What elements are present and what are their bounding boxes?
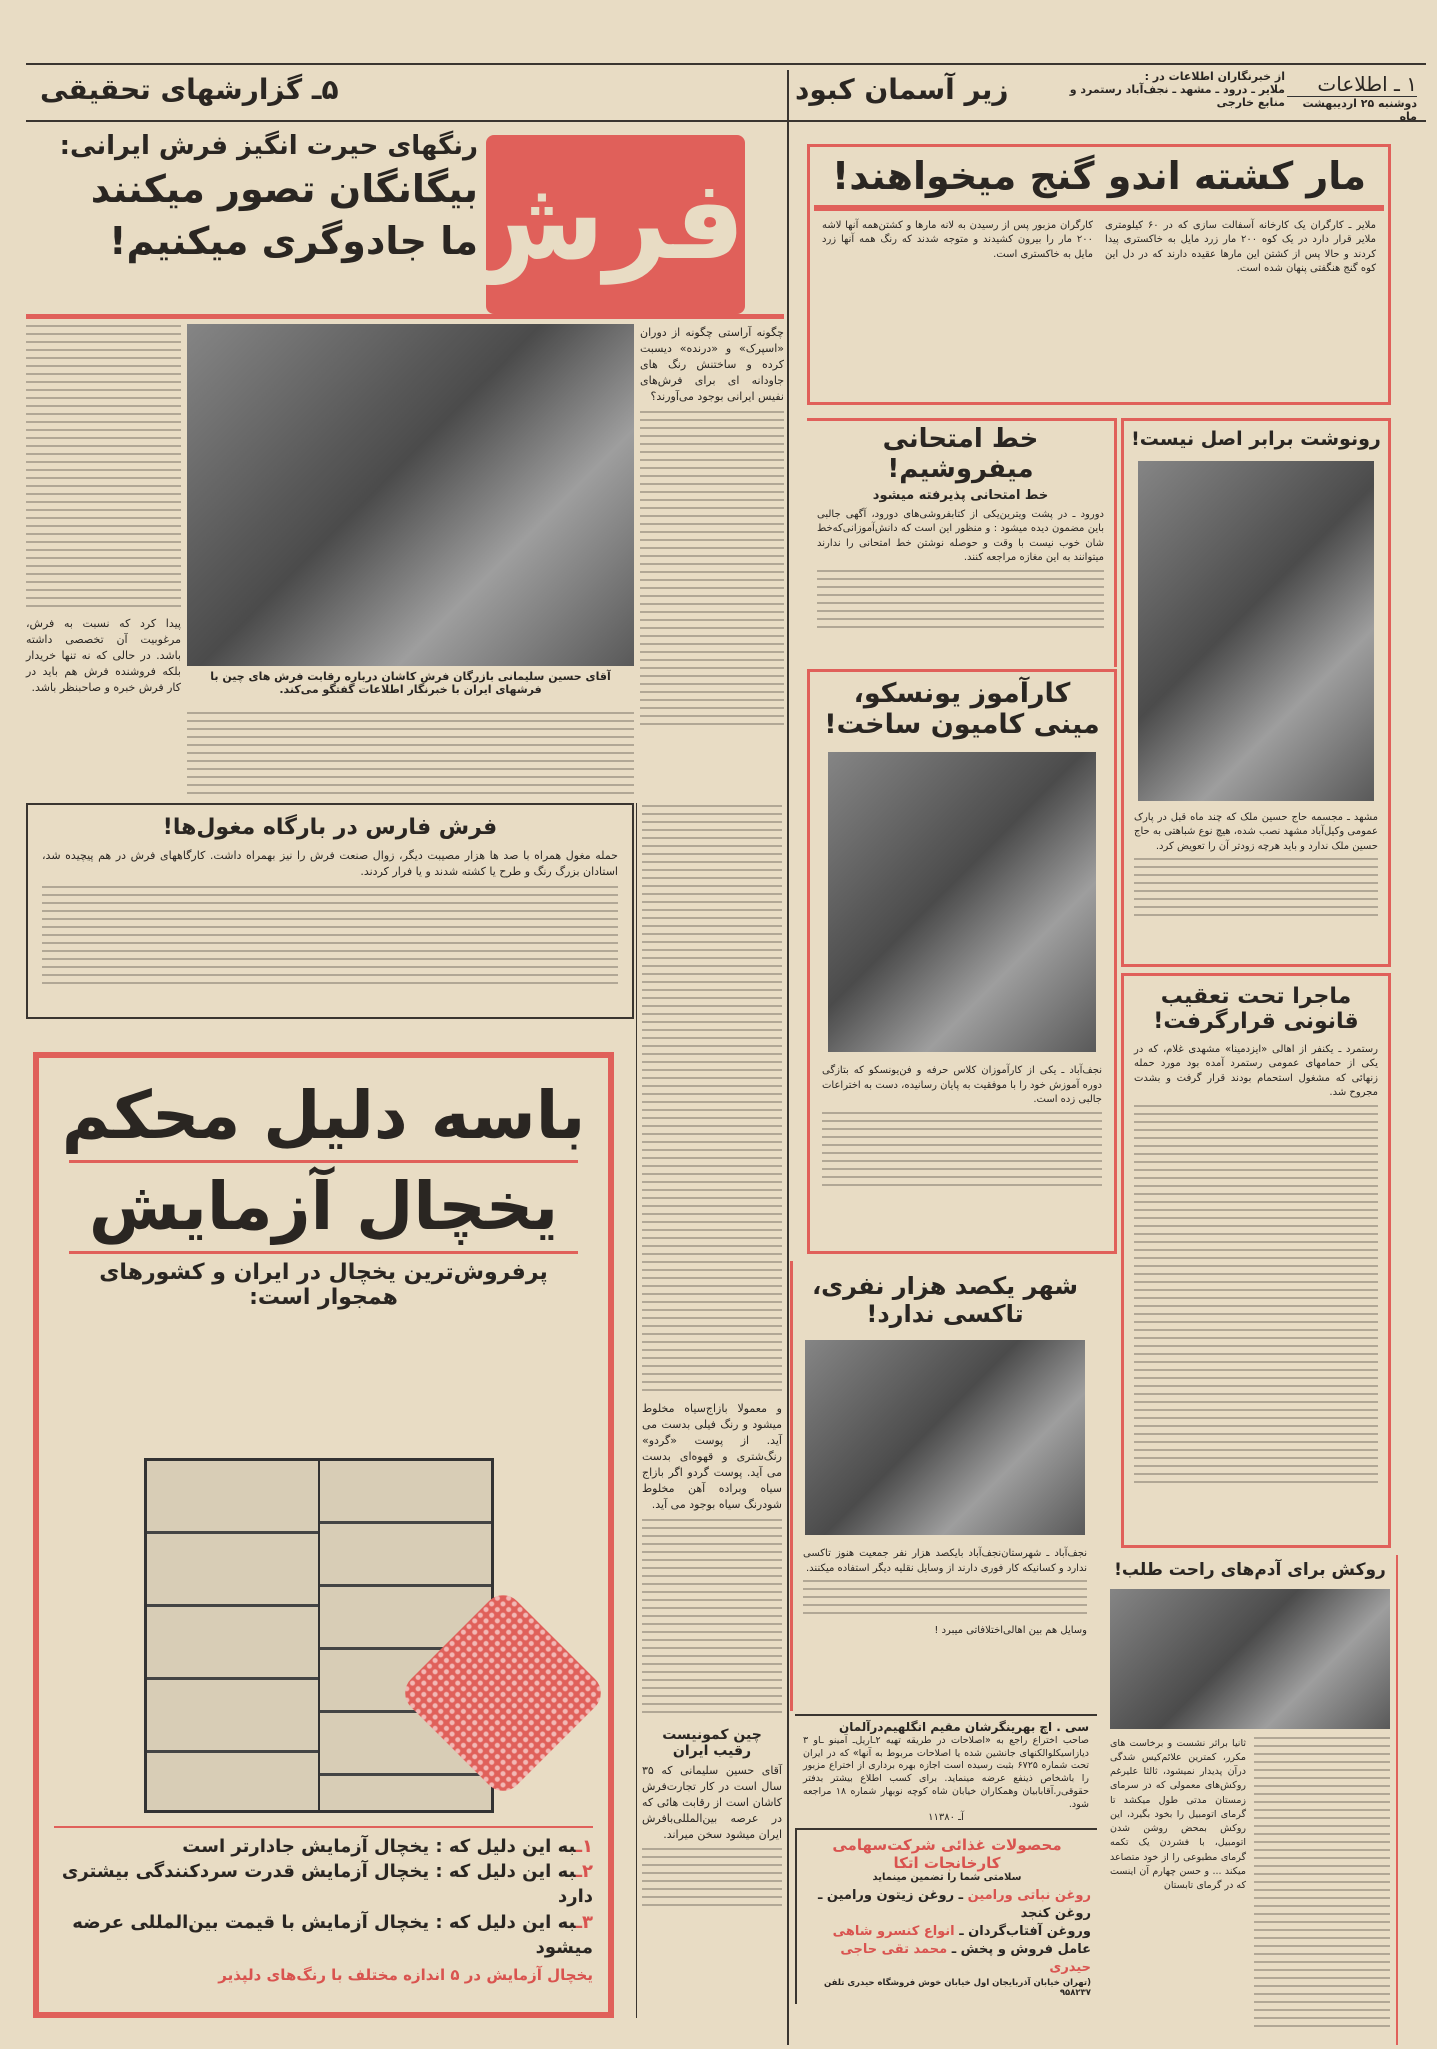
snakes-headline: مار کشته اندو گنج میخواهند! (831, 154, 1367, 198)
dyes-body-texture (642, 1519, 782, 1719)
dyes-body-texture (642, 805, 782, 1395)
handwriting-body: دورود ـ در پشت ویترین‌یکی از کتابفروشی‌های دورود، آگهی جالبی باین مضمون دیده میشود : و منظور این است که دانش‌آموزانی‌که‌خط شان خوب نیست با وقت و حوصله نوشتن خط امتحانی را ندارند میتوانند به این مغازه مراجعه کنند. (817, 508, 1104, 564)
reason-text: به این دلیل که : یخچال آزمایش قدرت سردکنندگی بیشتری دارد (61, 1861, 593, 1908)
unesco-headline-2: مینی کامیون ساخت! (824, 709, 1100, 741)
mongol-headline: فرش فارس در بارگاه مغول‌ها! (162, 815, 498, 840)
product: روغن نباتی ورامین (967, 1887, 1091, 1903)
snakes-body-2: کارگران مزبور پس از رسیدن به لانه مارها و کشتن‌همه آنها لاشه ۲۰۰ مار را بیرون کشیدند و متوجه شدند که رنگ همه آنها زرد مایل به خاکستری است. (822, 219, 1093, 260)
photo-caption: آقای حسین سلیمانی بازرگان فرش کاشان درباره رقابت فرش های چین با فرشهای ایران با خبرنگار اطلاعات گفتگو می‌کند. (210, 670, 611, 696)
taxi-body: نجف‌آباد ـ شهرستان‌نجف‌آباد بایکصد هزار نفر جمعیت هنوز تاکسی ندارد و کسانیکه کار فوری دارند از وسایل نقلیه دیگر استفاده میکنند. (803, 1548, 1087, 1574)
unesco-body: نجف‌آباد ـ یکی از کارآموزان کلاس حرفه و فن‌یونسکو که بتازگی دوره آموزش خود را با موفقیت به پایان رسانیده، دست به اختراعات جالبی زده است. (822, 1065, 1102, 1106)
source-line: از خبرنگاران اطلاعات در : (1144, 70, 1285, 83)
fridge-interior (147, 1461, 318, 1810)
feature-headline-block (26, 132, 478, 263)
handwriting-article-box (807, 418, 1117, 667)
snakes-article-box (807, 144, 1391, 405)
page-number: ۱ (1406, 72, 1417, 96)
patent-notice (795, 1714, 1097, 1830)
newspaper-name: اطلاعات (1317, 72, 1388, 96)
car-seat-photo (1110, 1589, 1390, 1729)
etka-products (803, 1887, 1091, 1978)
patent-body: صاحب اختراع راجع به «اصلاحات در طریقه تهیه ۲ـاریل‌ـ آمینو ـاو ۳ دیازاسیکلوالکنهای جانشین شده یا اصلاحات مربوط به آنها» که در ایران تحت شماره ۶۷۲۵ بثبت رسیده است اجازه بهره برداری از اختراع مزبور را باشخاص ذینفع عرضه مینماید. برای کسب اطلاع بیشتر بدفتر حقوقی‌ر.آقابابیان وهمکاران خیابان شاه کوچه نوبهار شماره ۱۸ مراجعه شود. (803, 1734, 1089, 1810)
reason-number: ۲ـ (575, 1861, 593, 1883)
etka-address: (تهران خیابان آذربایجان اول خیابان خوش فروشگاه حیدری تلفن ۹۵۸۲۳۷ (823, 1977, 1091, 1998)
reason-number: ۳ـ (575, 1911, 593, 1933)
china-body: آقای حسین سلیمانی که ۳۵ سال است در کار تجارت‌فرش کاشان است از رقابت هائی که در عرصه بین‌المللی‌بافرش ایران میشود سخن میراند. (642, 1763, 782, 1841)
sources (1040, 70, 1285, 110)
mongol-article-box (26, 803, 634, 1019)
taxi-body-end: وسایل هم بین اهالی‌اختلافاتی میبرد ! (934, 1625, 1087, 1637)
dyes-body: و معمولا بازاج‌سیاه مخلوط میشود و رنگ فیلی بدست می آید. از پوست «گردو» رنگ‌شتری و قهوه‌ای بدست می آید. پوست گردو اگر بازاج سیاه وبراده آهن مخلوط شود‌رنگ سیاه بوجود می آید. (642, 1402, 782, 1511)
section-title-left: ۵ـ گزارشهای تحقیقی (40, 73, 339, 106)
fridge-ad-rule (69, 1160, 578, 1163)
farsh-logo: فرش (486, 135, 745, 314)
legal-article-box (1121, 973, 1391, 1548)
unesco-body-texture (822, 1112, 1102, 1192)
source-line: ملایر ـ درود ـ مشهد ـ نجف‌آباد رستمرد و منابع خارجی (1069, 83, 1285, 110)
fridge-reasons-block (54, 1826, 593, 1984)
unesco-headline-1: کارآموز یونسکو، (853, 678, 1071, 709)
page-info: ۱ ـ اطلاعات دوشنبه ۲۵ اردیبهشت ماه (1287, 72, 1417, 123)
reason-2 (54, 1859, 593, 1909)
trainee-photo (828, 752, 1096, 1052)
china-headline: چین کمونیست رقیب ایران (662, 1726, 762, 1759)
center-column-rule (787, 70, 789, 2045)
legal-headline-2: قانونی قرارگرفت! (1153, 1009, 1359, 1035)
feature-body-texture (640, 411, 784, 731)
statue-body: مشهد ـ مجسمه حاج حسین ملک که چند ماه قبل در پارک عمومی وکیل‌آباد مشهد نصب شده، هیچ نوع شباهتی به حاج حسین ملک ندارد و باید هرچه زودتر آن را تعویض کرد. (1134, 811, 1378, 852)
patent-code: آـ ۱۱۳۸۰ (928, 1811, 964, 1823)
section-title-right: زیر آسمان کبود (795, 73, 1009, 106)
feature-headline-2: ما جادوگری میکنیم! (109, 218, 478, 263)
fridge-footer: یخچال آزمایش در ۵ اندازه مختلف با رنگ‌های دلپذیر (218, 1965, 593, 1984)
taxi-headline-1: شهر یکصد هزار نفری، (812, 1272, 1078, 1300)
product: ـ روغن زیتون ورامین ـ روغن کنجد (817, 1887, 1091, 1921)
mongol-body: حمله مغول همراه با صد ها هزار مصیبت دیگر، زوال صنعت فرش را نیز بهمراه داشت. کارگاههای فرش در هم پیچیده شد، استادان بزرگ رنگ و طرح یا کشته شدند و یا فرار کردند. (42, 849, 618, 879)
feature-body-left-texture (26, 325, 181, 610)
handwriting-body-texture (817, 570, 1104, 630)
snakes-body-1: ملایر ـ کارگران یک کارخانه آسفالت سازی که در ۶۰ کیلومتری ملایر قرار دارد در یک کوه ۲۰۰ مار زرد مایل به خاکستری پیدا کردند و حالا پس از کشتن این مارها عقیده دارند که در دل این کوه گنج هنگفتی پنهان شده است. (1105, 219, 1376, 275)
fridge-ad-rule (69, 1251, 578, 1254)
car-cover-body-texture (1254, 1737, 1390, 2027)
reason-text: به این دلیل که : یخچال آزمایش با قیمت بین‌المللی عرضه میشود (72, 1911, 593, 1958)
fridge-ad-rule (54, 1826, 593, 1828)
product: وروغن آفتاب‌گردان ـ (959, 1924, 1091, 1940)
unesco-article-box (807, 669, 1117, 1254)
statue-article-box (1121, 418, 1391, 967)
legal-body: رستمرد ـ یکنفر از اهالی «ایزدمینا» مشهدی غلام، که در یکی از حمامهای عمومی رستمرد آمده بود مورد حمله زنهائی که مشغول استحمام بودند قرار گرفت و بشدت مجروح شد. (1134, 1043, 1378, 1099)
car-cover-headline: روکش برای آدم‌های راحت طلب! (1114, 1560, 1386, 1580)
patent-headline: سی . اچ بهرینگرشان مقیم انگلهیم‌درآلمان (838, 1720, 1089, 1734)
feature-body-left: پیدا کرد که نسبت به فرش، مرغوبیت آن تخصصی داشته باشد. در حالی که نه تنها خریدار بلکه فروشنده فرش هم باید در کار فرش خبره و صاحبنظر باشد. (26, 617, 181, 694)
top-rule (26, 63, 1426, 65)
fridge-advertisement (33, 1052, 614, 2018)
feature-lower-columns (187, 712, 634, 797)
dyes-column (642, 805, 782, 1908)
taxi-body-texture (803, 1580, 1087, 1620)
feature-body-right-column (640, 325, 784, 731)
fridge-headline-1: باسه دلیل محکم (61, 1077, 586, 1154)
dealer-name: محمد تقی حاجی حیدری (840, 1942, 1091, 1976)
fridge-reasons (54, 1834, 593, 1960)
product: انواع کنسرو شاهی (832, 1924, 955, 1940)
issue-date: دوشنبه ۲۵ اردیبهشت ماه (1287, 96, 1417, 123)
feature-body-left-column (26, 325, 181, 696)
statue-headline: رونوشت برابر اصل نیست! (1131, 428, 1381, 450)
etka-advertisement (795, 1830, 1097, 2004)
etka-tagline: سلامتی شما را تضمین مینماید (872, 1871, 1022, 1883)
etka-title: محصولات غذائی شرکت‌سهامی کارخانجات اتکا (832, 1835, 1062, 1872)
car-cover-body: ثانیا براثر نشست و برخاست های مکرر، کمترین علائم‌کیس شدگی درآن پدیدار نمیشود، ثالثا علیرغم روکش‌های معمولی که در سرمای زمستان مدتی طول میکشد تا گرمای اتومبیل را بخود بگیرد، این روکش بمحض روشن شدن اتومبیل، با فشردن یک تکمه گرمای مطبوعی را از خود متصاعد میکند ... و حسن چهارم آن اینست که در گرمای تابستان (1110, 1737, 1246, 1892)
fridge-subhead: پرفروش‌ترین یخچال در ایران و کشورهای همجوار است: (99, 1259, 548, 1311)
reason-text: به این دلیل که : یخچال آزمایش جادارتر است (182, 1836, 576, 1857)
fridge-headline-2: یخچال آزمایش (88, 1167, 559, 1245)
legal-body-texture (1134, 1105, 1378, 1485)
header-rule (26, 120, 1426, 122)
statue-body-texture (1134, 858, 1378, 918)
reason-1 (54, 1834, 593, 1859)
taxi-headline-2: تاکسی ندارد! (866, 1299, 1024, 1328)
china-body-texture (642, 1848, 782, 1908)
statue-photo (1138, 461, 1374, 801)
feature-body-right: چگونه آراستی چگونه از دوران «اسپرک» و «درنده» دیسبت کرده و ساختنش رنگ های جاودانه ای برای فرش‌های نفیس ایرانی بوجود می‌آورند؟ (640, 326, 784, 403)
feature-kicker: رنگهای حیرت انگیز فرش ایرانی: (59, 131, 478, 161)
carpet-dealers-photo (187, 324, 634, 666)
taxi-article-box (790, 1261, 1097, 1711)
snakes-red-rule (814, 205, 1384, 211)
truck-photo (805, 1340, 1085, 1535)
column-rule (636, 803, 637, 2018)
legal-headline-1: ماجرا تحت تعقیب (1160, 984, 1352, 1009)
handwriting-headline: خط امتحانی میفروشیم! (882, 424, 1039, 484)
bottom-center-stack (795, 1714, 1097, 2004)
dealer-label: عامل فروش و پخش ـ (951, 1942, 1091, 1958)
feature-red-rule (26, 314, 784, 319)
feature-headline-1: بیگانگان تصور میکنند (90, 166, 478, 211)
reason-3 (54, 1910, 593, 1960)
reason-number: ۱ـ (575, 1836, 593, 1857)
fridge-illustration (144, 1458, 494, 1813)
mongol-body-texture (42, 886, 618, 986)
handwriting-subhead: خط امتحانی پذیرفته میشود (872, 487, 1049, 503)
car-cover-article (1104, 1555, 1398, 2045)
